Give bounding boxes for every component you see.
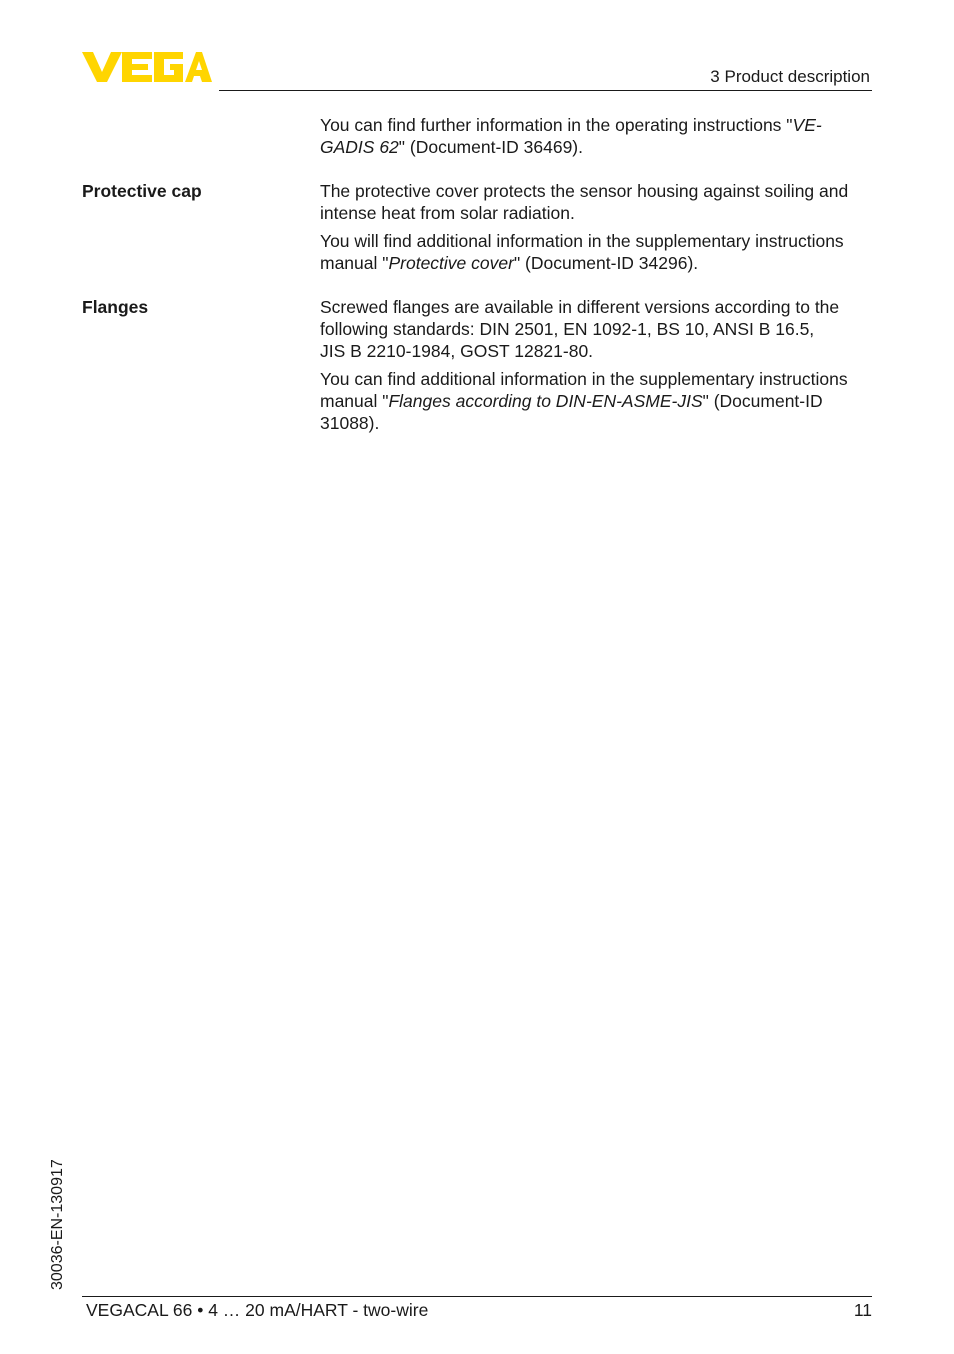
flanges-paragraph-1: Screwed flanges are available in different versions according to the following standards: DIN 2501, EN 1092-1, BS 10, ANSI B 16.5, JIS B 2210-1984, GOST 12821-80.	[320, 297, 840, 361]
intro-paragraph: You can find further information in the operating instructions "VE- GADIS 62" (Document-ID 36469).	[320, 115, 822, 157]
protective-cap-paragraph-1: The protective cover protects the sensor housing against soiling and intense heat from solar radiation.	[320, 181, 849, 223]
flanges-paragraph-2: You can find additional information in the supplementary instructions manual "Flanges according to DIN-EN-ASME-JIS" (Document-ID 31088).	[320, 369, 848, 433]
protective-cap-heading: Protective cap	[82, 181, 202, 201]
footer-divider	[82, 1296, 872, 1297]
vega-logo-letters	[82, 52, 212, 82]
footer-product: VEGACAL 66 • 4 … 20 mA/HART - two-wire	[86, 1300, 429, 1320]
document-code: 30036-EN-130917	[49, 1159, 66, 1290]
vega-logo	[82, 50, 212, 84]
header-divider	[219, 90, 872, 91]
flanges-heading: Flanges	[82, 297, 149, 317]
section-title: 3 Product description	[710, 67, 870, 86]
page-number: 11	[853, 1300, 872, 1320]
protective-cap-paragraph-2: You will find additional information in the supplementary instructions manual "Protective cover" (Document-ID 34296).	[320, 231, 844, 273]
